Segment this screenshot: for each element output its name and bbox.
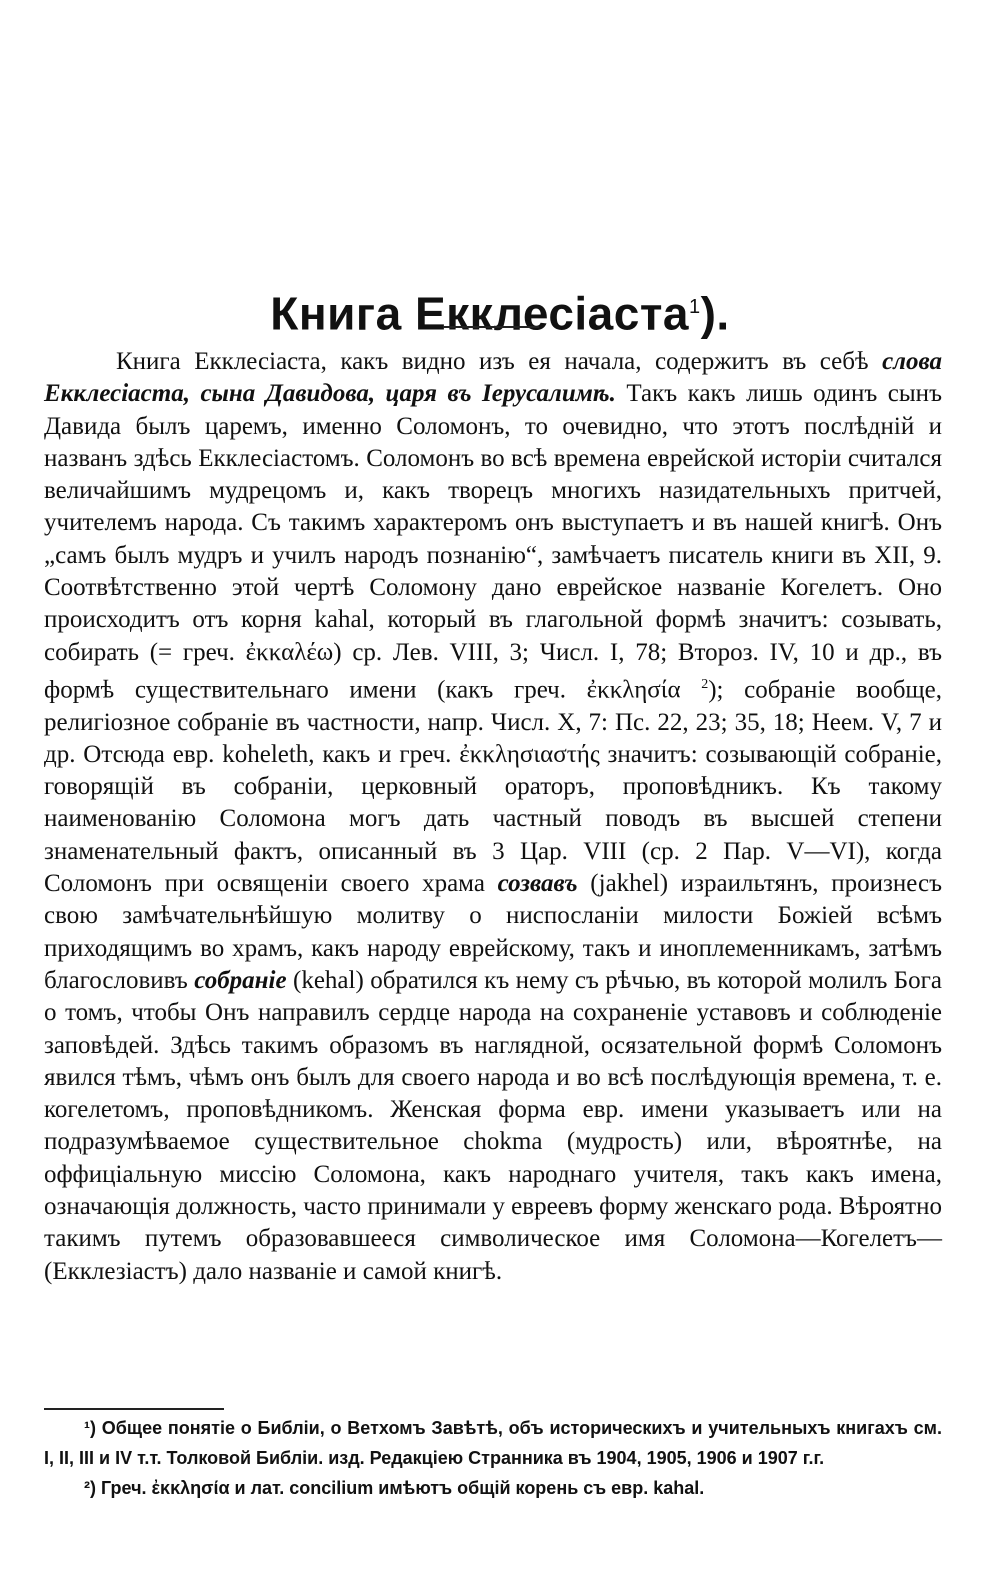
title-divider bbox=[443, 326, 539, 328]
chapter-title bbox=[0, 279, 1000, 341]
footnotes bbox=[44, 1413, 942, 1503]
italic-quote: слова Екклесіаста, сына Давидова, царя въ Іерусалимѣ. bbox=[44, 348, 943, 408]
chapter-title-text: Книга Екклесіаста bbox=[270, 287, 689, 340]
italic-word: собраніе bbox=[194, 966, 287, 994]
main-paragraph bbox=[44, 346, 942, 1288]
italic-word: созвавъ bbox=[497, 870, 578, 898]
footnote-ref-2[interactable]: 2 bbox=[701, 676, 709, 692]
footnote-1: ¹) Общее понятіе о Библіи, о Ветхомъ Завѣтѣ, объ историческихъ и учительныхъ книгахъ см. I, II, III и IV т.т. Толковой Библіи. изд. Редакціею Странника въ 1904, 1905, 1906 и 1907 г.г. bbox=[44, 1418, 942, 1468]
text-segment: Книга Екклесіаста, какъ видно изъ ея начала, содержитъ въ себѣ bbox=[116, 348, 869, 375]
footnote-divider bbox=[44, 1408, 224, 1410]
footnote-2: ²) Греч. ἐκκλησία и лат. concilium имѣютъ общій корень съ евр. kahal. bbox=[84, 1478, 705, 1498]
title-footnote-mark[interactable]: 1 bbox=[688, 295, 701, 318]
text-segment: Такъ какъ лишь одинъ сынъ Давида былъ царемъ, именно Соломонъ, то очевидно, что этотъ послѣдній и названъ здѣсь Екклесіастомъ. Соломонъ во всѣ времена еврейской исторіи считался величайшимъ мудрецомъ и, какъ творецъ многихъ назидательныхъ притчей, учителемъ народа. Съ такимъ характеромъ онъ выступаетъ и въ нашей книгѣ. Онъ „самъ былъ мудръ и училъ народъ познанію“, замѣчаетъ писатель книги въ XII, 9. Соотвѣтственно этой чертѣ Соломону дано еврейское названіе Когелетъ. Оно происходитъ отъ корня kahal, который въ глагольной формѣ значитъ: созывать, собирать (= греч. ἐκκαλέω) ср. Лев. VIII, 3; Числ. I, 78; Второз. IV, 10 и др., въ формѣ существительнаго имени (какъ греч. ἐκκλησία bbox=[44, 380, 942, 704]
main-text bbox=[44, 346, 942, 1288]
text-segment: ); собраніе вообще, религіозное собраніе въ частности, напр. Числ. X, 7: Пс. 22, 23; 35, 18; Неем. V, 7 и др. Отсюда евр. koheleth, какъ и греч. ἐκκλησιαστής значитъ: созывающій собраніе, говорящій въ собраніи, церковный ораторъ, проповѣдникъ. Къ такому наименованію Соломона могъ дать частный поводъ въ высшей степени знаменательный фактъ, описанный въ 3 Цар. VIII (ср. 2 Пар. V—VI), когда Соломонъ при освященіи своего храма bbox=[44, 676, 943, 898]
text-segment: (kehal) обратился къ нему съ рѣчью, въ которой молилъ Бога о томъ, чтобы Онъ направилъ сердце народа на сохраненіе уставовъ и соблюденіе заповѣдей. Здѣсь такимъ образомъ въ наглядной, осязательной формѣ Соломонъ явился тѣмъ, чѣмъ онъ былъ для своего народа и во всѣ послѣдующія времена, т. е. когелетомъ, проповѣдникомъ. Женская форма евр. имени указываетъ или на подразумѣваемое существительное chokma (мудрость) или, вѣроятнѣе, на оффиціальную миссію Соломона, какъ народнаго учителя, такъ какъ имена, означающія должность, часто принимали у евреевъ форму женскаго рода. Вѣроятно такимъ путемъ образовавшееся символическое имя Соломона—Когелетъ—(Екклезіастъ) дало названіе и самой книгѣ. bbox=[44, 966, 943, 1285]
text-segment: (jakhel) израильтянъ, произнесъ свою замѣчательнѣйшую молитву о ниспосланіи милости Божіей всѣмъ приходящимъ во храмъ, какъ народу еврейскому, такъ и иноплеменникамъ, затѣмъ благословивъ bbox=[44, 870, 943, 994]
chapter-title-suffix: ). bbox=[700, 287, 730, 340]
